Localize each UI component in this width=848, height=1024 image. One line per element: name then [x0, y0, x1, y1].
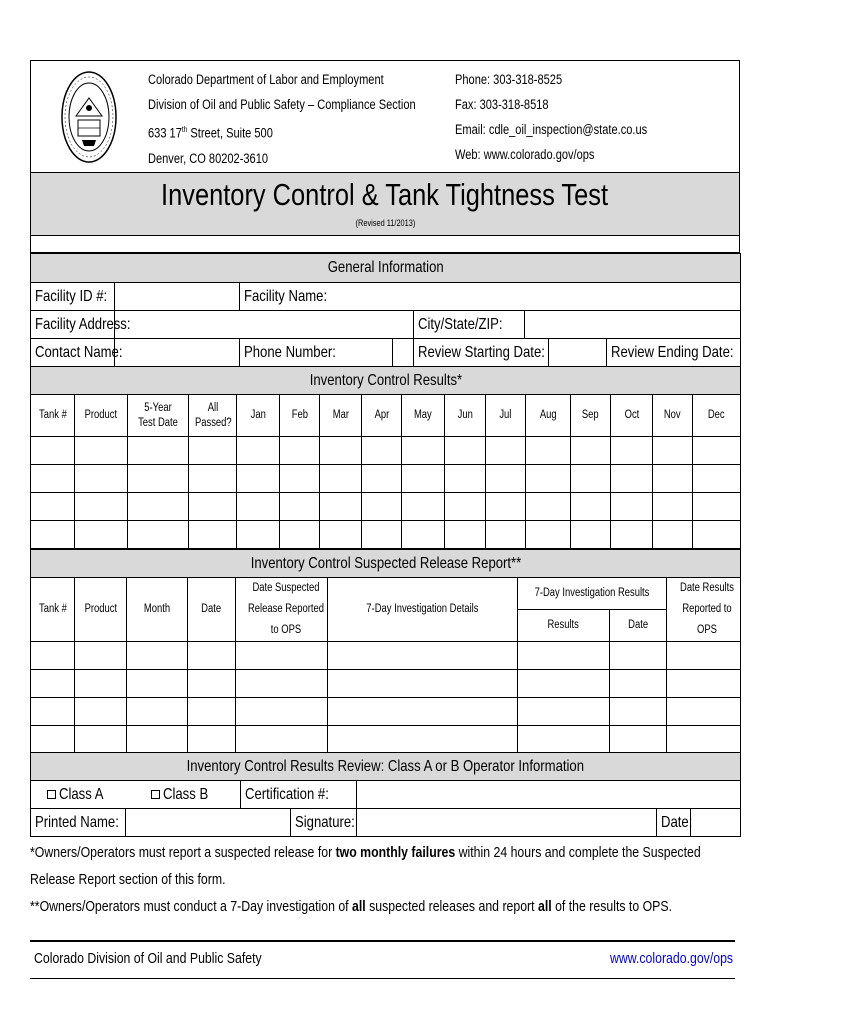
inventory-row-cell[interactable]: [526, 521, 571, 549]
inventory-row-cell[interactable]: [189, 493, 237, 521]
inventory-row-cell[interactable]: [128, 521, 189, 549]
inventory-row-cell[interactable]: [128, 437, 189, 465]
inventory-row-row: [31, 437, 741, 465]
inventory-results-table: [30, 366, 741, 549]
inventory-row-cell[interactable]: [486, 437, 526, 465]
col-jun: Jun: [445, 395, 486, 437]
inventory-row-cell[interactable]: [571, 437, 611, 465]
inventory-row-cell[interactable]: [693, 521, 741, 549]
general-info-heading: General Information: [31, 254, 741, 283]
col-sep: Sep: [571, 395, 611, 437]
inventory-row-row: [31, 465, 741, 493]
release-row-cell[interactable]: [610, 698, 667, 726]
rel-col-results: Results: [518, 610, 610, 642]
col-feb: Feb: [280, 395, 320, 437]
release-row-cell[interactable]: [127, 642, 188, 670]
inventory-row-cell[interactable]: [280, 493, 320, 521]
inventory-row-cell[interactable]: [653, 521, 693, 549]
release-row-cell[interactable]: [667, 698, 741, 726]
inventory-row-cell[interactable]: [486, 521, 526, 549]
inventory-results-heading: Inventory Control Results*: [31, 367, 741, 395]
rel-col-results-group: 7-Day Investigation Results: [518, 578, 667, 610]
release-row-row: [31, 642, 741, 670]
inventory-row-row: [31, 521, 741, 549]
inventory-row-cell[interactable]: [693, 437, 741, 465]
city-state-zip-field[interactable]: [525, 311, 741, 339]
class-b-checkbox[interactable]: Class B: [126, 781, 241, 809]
inventory-row-cell[interactable]: [445, 465, 486, 493]
review-end-label: Review Ending Date:: [607, 339, 741, 367]
rel-col-tank: Tank #: [31, 578, 75, 642]
release-row-cell[interactable]: [328, 726, 518, 754]
web-text: Web: www.colorado.gov/ops: [455, 147, 595, 162]
inventory-row-cell[interactable]: [320, 521, 362, 549]
inventory-row-cell[interactable]: [75, 493, 128, 521]
note-1: *Owners/Operators must report a suspected release for two monthly failures within 24 hours and complete the Suspected: [30, 844, 701, 861]
inventory-row-cell[interactable]: [571, 465, 611, 493]
col-tank: Tank #: [31, 395, 75, 437]
printed-name-label: Printed Name:: [31, 809, 126, 837]
city-state-zip-label: City/State/ZIP:: [414, 311, 525, 339]
state-seal-icon: [60, 68, 118, 166]
inventory-row-cell[interactable]: [362, 521, 402, 549]
col-aug: Aug: [526, 395, 571, 437]
inventory-row-cell[interactable]: [31, 437, 75, 465]
inventory-row-cell[interactable]: [31, 465, 75, 493]
inventory-row-cell[interactable]: [445, 493, 486, 521]
release-row-cell[interactable]: [610, 642, 667, 670]
release-row-cell[interactable]: [75, 642, 127, 670]
release-row-cell[interactable]: [328, 698, 518, 726]
rel-col-rdate: Date: [610, 610, 667, 642]
release-row-cell[interactable]: [127, 670, 188, 698]
release-row-cell[interactable]: [667, 670, 741, 698]
col-apr: Apr: [362, 395, 402, 437]
inventory-row-cell[interactable]: [445, 437, 486, 465]
release-row-cell[interactable]: [236, 642, 328, 670]
fax-text: Fax: 303-318-8518: [455, 97, 549, 112]
inventory-row-cell[interactable]: [237, 521, 280, 549]
inventory-row-cell[interactable]: [320, 437, 362, 465]
release-row-cell[interactable]: [75, 726, 127, 754]
inventory-row-cell[interactable]: [189, 465, 237, 493]
notes-block: [30, 839, 770, 920]
inventory-row-cell[interactable]: [237, 493, 280, 521]
release-row-cell[interactable]: [610, 670, 667, 698]
release-row-cell[interactable]: [328, 642, 518, 670]
inventory-row-cell[interactable]: [128, 493, 189, 521]
printed-name-field[interactable]: [126, 809, 291, 837]
org-address-block: [148, 67, 448, 171]
inventory-row-cell[interactable]: [526, 493, 571, 521]
facility-address-label: Facility Address:: [31, 311, 115, 339]
col-5yr-test: 5-Year Test Date: [128, 395, 189, 437]
rel-col-details: 7-Day Investigation Details: [328, 578, 518, 642]
signature-label: Signature:: [291, 809, 357, 837]
inventory-row-cell[interactable]: [320, 493, 362, 521]
review-start-field[interactable]: [549, 339, 607, 367]
footer-rule-bottom: [30, 978, 735, 979]
facility-name-label: Facility Name:: [240, 283, 314, 311]
contact-block: [455, 67, 735, 167]
rel-col-date: Date: [188, 578, 236, 642]
footer-rule-top: [30, 940, 735, 942]
inventory-row-cell[interactable]: [362, 437, 402, 465]
inventory-row-cell[interactable]: [653, 493, 693, 521]
col-oct: Oct: [611, 395, 653, 437]
note-1-line2: Release Report section of this form.: [30, 871, 226, 888]
inventory-row-cell[interactable]: [571, 493, 611, 521]
inventory-row-cell[interactable]: [402, 493, 445, 521]
release-row-cell[interactable]: [667, 642, 741, 670]
release-row-cell[interactable]: [518, 726, 610, 754]
inventory-row-cell[interactable]: [526, 437, 571, 465]
inventory-row-cell[interactable]: [445, 521, 486, 549]
release-row-cell[interactable]: [236, 698, 328, 726]
inventory-row-cell[interactable]: [362, 465, 402, 493]
release-row-cell[interactable]: [188, 726, 236, 754]
rel-col-reported: Date Suspected Release Reported to OPS: [236, 578, 328, 642]
rel-col-date-results: Date Results Reported to OPS: [667, 578, 741, 642]
release-row-cell[interactable]: [518, 670, 610, 698]
release-row-cell[interactable]: [127, 726, 188, 754]
inventory-row-cell[interactable]: [693, 465, 741, 493]
certification-label: Certification #:: [241, 781, 357, 809]
release-row-cell[interactable]: [236, 726, 328, 754]
inventory-row-cell[interactable]: [280, 521, 320, 549]
release-row-cell[interactable]: [31, 642, 75, 670]
col-product: Product: [75, 395, 128, 437]
release-report-table: [30, 549, 741, 754]
release-row-row: [31, 698, 741, 726]
phone-number-field[interactable]: [393, 339, 414, 367]
checkbox-icon[interactable]: [151, 790, 160, 799]
release-row-cell[interactable]: [610, 726, 667, 754]
inventory-row-cell[interactable]: [237, 437, 280, 465]
title-band: [30, 172, 740, 236]
inventory-row-cell[interactable]: [320, 465, 362, 493]
inventory-row-cell[interactable]: [611, 437, 653, 465]
inventory-row-cell[interactable]: [402, 521, 445, 549]
release-row-cell[interactable]: [667, 726, 741, 754]
release-row-cell[interactable]: [518, 698, 610, 726]
note-2: **Owners/Operators must conduct a 7-Day investigation of all suspected releases and report all of the results to OPS.: [30, 898, 672, 915]
operator-review-heading: Inventory Control Results Review: Class A or B Operator Information: [31, 753, 741, 781]
org-name: Colorado Department of Labor and Employment: [148, 72, 384, 87]
release-row-cell[interactable]: [31, 698, 75, 726]
release-row-cell[interactable]: [75, 670, 127, 698]
col-may: May: [402, 395, 445, 437]
certification-field[interactable]: [357, 781, 741, 809]
col-dec: Dec: [693, 395, 741, 437]
release-row-cell[interactable]: [75, 698, 127, 726]
inventory-row-cell[interactable]: [280, 437, 320, 465]
inventory-row-cell[interactable]: [237, 465, 280, 493]
release-row-cell[interactable]: [127, 698, 188, 726]
org-street: 633 17th Street, Suite 500: [148, 125, 273, 141]
release-row-cell[interactable]: [188, 670, 236, 698]
spacer-row: [30, 234, 740, 253]
release-row-cell[interactable]: [518, 642, 610, 670]
org-division: Division of Oil and Public Safety – Compliance Section: [148, 97, 416, 112]
facility-id-field[interactable]: [115, 283, 240, 311]
col-jan: Jan: [237, 395, 280, 437]
date-field[interactable]: [691, 809, 741, 837]
release-row-row: [31, 670, 741, 698]
inventory-row-cell[interactable]: [611, 493, 653, 521]
phone-text: Phone: 303-318-8525: [455, 72, 563, 87]
release-report-heading: Inventory Control Suspected Release Report**: [31, 550, 741, 578]
contact-name-field[interactable]: [115, 339, 240, 367]
inventory-row-cell[interactable]: [653, 465, 693, 493]
inventory-row-cell[interactable]: [486, 493, 526, 521]
facility-name-field[interactable]: [314, 283, 741, 311]
inventory-row-cell[interactable]: [75, 465, 128, 493]
signature-field[interactable]: [357, 809, 657, 837]
inventory-row-cell[interactable]: [362, 493, 402, 521]
inventory-row-cell[interactable]: [402, 437, 445, 465]
release-row-row: [31, 726, 741, 754]
inventory-row-cell[interactable]: [571, 521, 611, 549]
release-row-cell[interactable]: [31, 726, 75, 754]
release-row-cell[interactable]: [328, 670, 518, 698]
inventory-row-cell[interactable]: [189, 437, 237, 465]
date-label: Date:: [657, 809, 691, 837]
release-row-cell[interactable]: [188, 642, 236, 670]
inventory-row-cell[interactable]: [486, 465, 526, 493]
inventory-row-cell[interactable]: [31, 521, 75, 549]
inventory-row-cell[interactable]: [611, 521, 653, 549]
footer-org: Colorado Division of Oil and Public Safety: [34, 950, 262, 967]
phone-number-label: Phone Number:: [240, 339, 393, 367]
rel-col-product: Product: [75, 578, 127, 642]
inventory-row-cell[interactable]: [75, 521, 128, 549]
inventory-row-cell[interactable]: [611, 465, 653, 493]
email-text: Email: cdle_oil_inspection@state.co.us: [455, 122, 648, 137]
facility-id-label: Facility ID #:: [31, 283, 115, 311]
inventory-row-row: [31, 493, 741, 521]
inventory-row-cell[interactable]: [75, 437, 128, 465]
release-row-cell[interactable]: [236, 670, 328, 698]
inventory-row-cell[interactable]: [653, 437, 693, 465]
inventory-row-cell[interactable]: [693, 493, 741, 521]
inventory-row-cell[interactable]: [128, 465, 189, 493]
inventory-row-cell[interactable]: [526, 465, 571, 493]
inventory-row-cell[interactable]: [280, 465, 320, 493]
operator-review-table: [30, 752, 741, 837]
contact-name-label: Contact Name:: [31, 339, 115, 367]
rel-col-month: Month: [127, 578, 188, 642]
footer-link[interactable]: www.colorado.gov/ops: [610, 950, 734, 967]
general-info-table: [30, 253, 741, 367]
page-title: Inventory Control & Tank Tightness Test: [161, 177, 609, 212]
release-row-cell[interactable]: [188, 698, 236, 726]
inventory-row-cell[interactable]: [189, 521, 237, 549]
class-a-checkbox[interactable]: Class A: [31, 781, 126, 809]
col-jul: Jul: [486, 395, 526, 437]
checkbox-icon[interactable]: [47, 790, 56, 799]
revised-date: (Revised 11/2013): [355, 218, 415, 228]
col-mar: Mar: [320, 395, 362, 437]
facility-address-field[interactable]: [115, 311, 414, 339]
col-nov: Nov: [653, 395, 693, 437]
col-all-passed: All Passed?: [189, 395, 237, 437]
release-row-cell[interactable]: [31, 670, 75, 698]
review-start-label: Review Starting Date:: [414, 339, 549, 367]
inventory-row-cell[interactable]: [31, 493, 75, 521]
org-city: Denver, CO 80202-3610: [148, 150, 269, 166]
inventory-row-cell[interactable]: [402, 465, 445, 493]
